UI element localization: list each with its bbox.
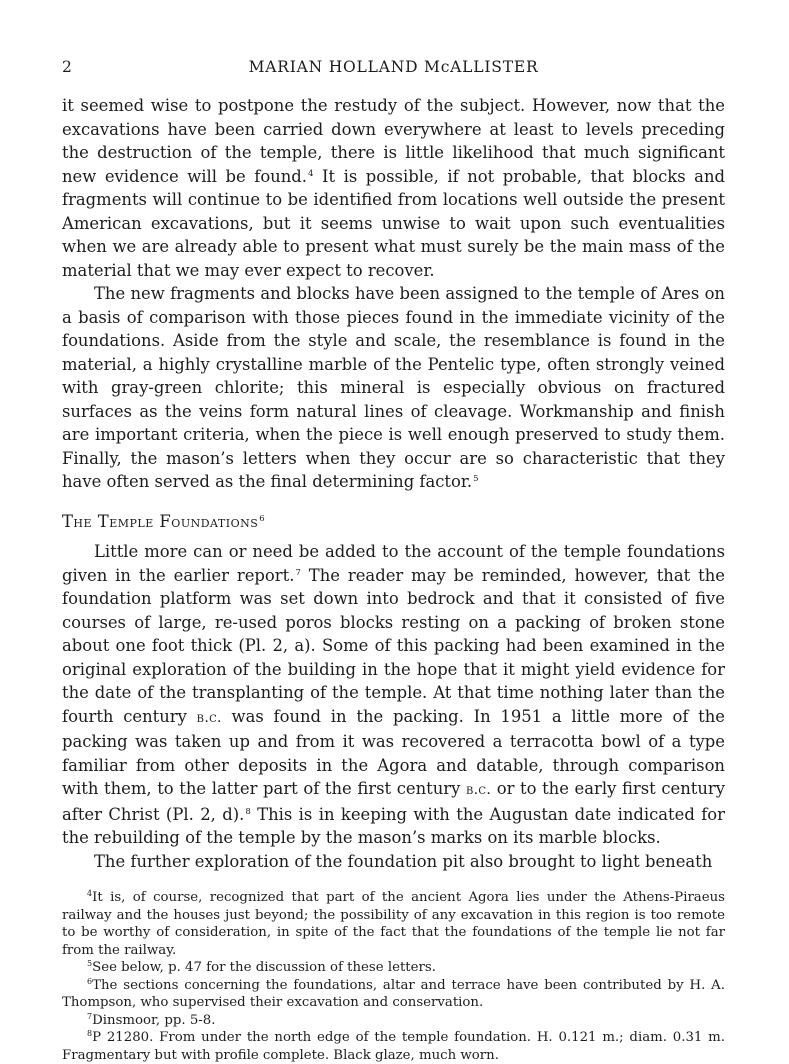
footnote-text: Dinsmoor, pp. 5-8. [92, 1012, 216, 1028]
footnote-number: 5 [87, 959, 93, 968]
footnote-marker: 5 [473, 474, 479, 484]
footnote-marker: 4 [308, 168, 314, 179]
footnote-text: The sections concerning the foundations, altar and terrace have been contributed by H. A. Thompson, who supervised their excavation and conservation. [62, 977, 725, 1010]
footnote-number: 8 [87, 1029, 93, 1038]
paragraph-text: Little more can or need be added to the account of the temple foundations given in the earlier report. [62, 542, 725, 585]
footnote [62, 959, 725, 977]
footnote [62, 977, 725, 1012]
footnote [62, 1029, 725, 1064]
footnote-number: 6 [87, 976, 93, 986]
footnote [62, 889, 725, 959]
paragraph-text: The further exploration of the foundation pit also brought to light beneath [94, 851, 713, 871]
footnote-number: 7 [87, 1011, 93, 1021]
paragraph [62, 850, 725, 874]
section-heading-text: The Temple Foundations [62, 511, 259, 531]
paragraph-text: or to the early first century after Christ (Pl. 2, d). [62, 779, 725, 824]
paragraph-text: The new fragments and blocks have been assigned to the temple of Ares on a basis of comparison with those pieces found in the immediate vicinity of the foundations. Aside from the style and scale, the resemblance is found in the material, a highly crystalline marble of the Pentelic type, often strongly veined with gray-green chlorite; this mineral is especially obvious on fractured surfaces as the veins form natural lines of cleavage. Workmanship and finish are important criteria, when the piece is well enough preserved to study them. Finally, the mason’s letters when they occur are so characteristic that they have often served as the final determining factor. [62, 284, 725, 491]
era-abbreviation: b.c. [466, 782, 492, 798]
paragraph-text: It is possible, if not probable, that blocks and fragments will continue to be identified from locations well outside the present American excavations, but it seems unwise to wait upon such eventualities when we are already able to present what must surely be the main mass of the material that we may ever expect to recover. [62, 166, 725, 280]
paragraph [62, 540, 725, 850]
paragraph-text: The reader may be reminded, however, that the foundation platform was set down into bedrock and that it consisted of five courses of large, re-used poros blocks resting on a packing of broken stone about one foot thick (Pl. 2, a). Some of this packing had been examined in the original exploration of the building in the hope that it might yield evidence for the date of the transplanting of the temple. At that time nothing later than the fourth century [62, 565, 725, 726]
running-head-author: MARIAN HOLLAND McALLISTER [248, 58, 539, 76]
paragraph-text: This is in keeping with the Augustan date indicated for the rebuilding of the temple by the mason’s marks on its marble blocks. [62, 804, 725, 847]
page-number: 2 [62, 58, 73, 76]
paragraph [62, 282, 725, 494]
footnote-text: See below, p. 47 for the discussion of these letters. [92, 960, 436, 975]
paragraph-text: was found in the packing. In 1951 a little more of the packing was taken up and from it was recovered a terracotta bowl of a type familiar from other deposits in the Agora and datable, through comparison with them, to the latter part of the first century [62, 706, 725, 798]
section-heading [62, 510, 725, 534]
paragraph-text: it seemed wise to postpone the restudy of the subject. However, now that the excavations have been carried down everywhere at least to levels preceding the destruction of the temple, there is little likelihood that much significant new evidence will be found. [62, 96, 725, 186]
paragraph [62, 94, 725, 282]
footnote-text: P 21280. From under the north edge of the temple foundation. H. 0.121 m.; diam. 0.31 m. Fragmentary but with profile complete. Black glaze, much worn. [62, 1030, 725, 1063]
footnote [62, 1012, 725, 1030]
footnote-marker: 7 [295, 567, 301, 578]
running-head [62, 58, 725, 84]
footnote-number: 4 [87, 889, 93, 898]
footnote-marker: 8 [245, 806, 251, 817]
footnote-text: It is, of course, recognized that part of the ancient Agora lies under the Athens-Piraeus railway and the houses just beyond; the possibility of any excavation in this region is too remote to be worthy of consideration, in spite of the fact that the foundations of the temple lie not far from the railway. [62, 890, 725, 958]
era-abbreviation: b.c. [196, 709, 222, 726]
footnotes [62, 889, 725, 1064]
footnote-marker: 6 [259, 513, 266, 524]
page [62, 58, 725, 1064]
body-text [62, 94, 725, 873]
